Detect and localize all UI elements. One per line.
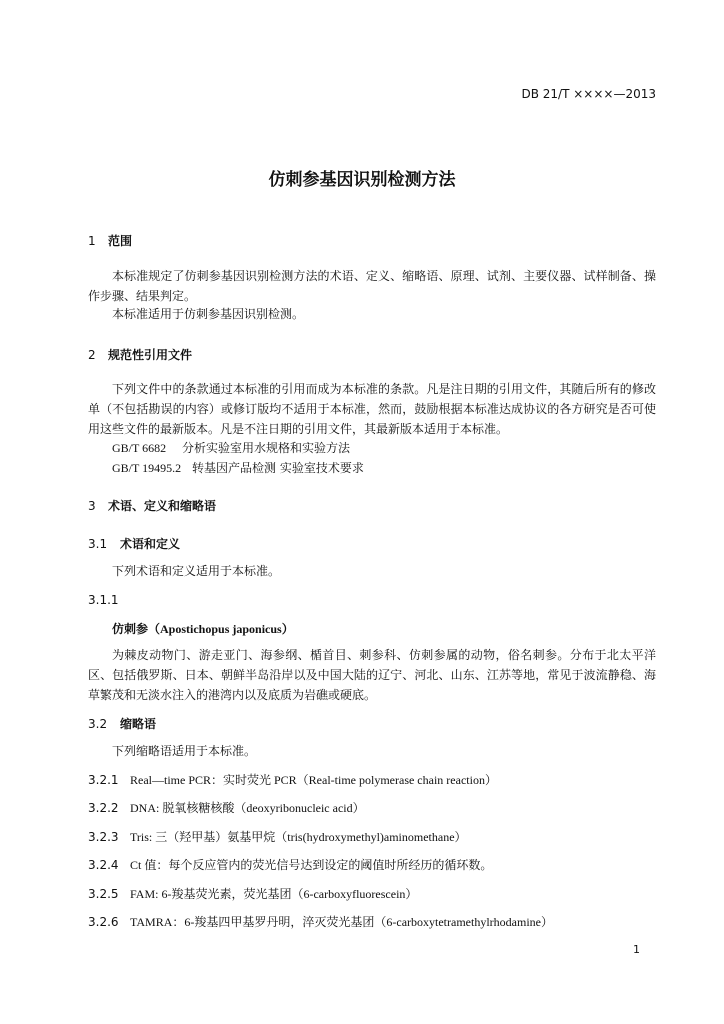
abbreviation-item <box>88 799 365 816</box>
reference-item <box>112 439 350 456</box>
reference-code: GB/T 19495.2 <box>112 461 182 475</box>
section-3-1-1-number: 3.1.1 <box>88 593 119 607</box>
abbreviation-item <box>88 913 553 930</box>
abbreviation-text: Tris: 三（羟甲基）氨基甲烷（tris(hydroxymethyl)aminomethane） <box>130 830 467 844</box>
section-3-2-heading <box>88 715 156 732</box>
section-number: 3 <box>88 499 96 513</box>
scope-paragraph-2: 本标准适用于仿刺参基因识别检测。 <box>112 307 305 321</box>
section-number: 3.1 <box>88 537 108 551</box>
section-number: 3.2 <box>88 717 108 731</box>
abbreviation-text: FAM: 6-羧基荧光素，荧光基团（6-carboxyfluorescein） <box>130 887 418 901</box>
section-title: 规范性引用文件 <box>108 348 193 362</box>
document-title: 仿刺参基因识别检测方法 <box>268 170 456 190</box>
section-1-heading <box>88 232 132 249</box>
section-title: 缩略语 <box>120 717 157 731</box>
abbreviation-number: 3.2.3 <box>88 830 119 844</box>
section-title: 术语和定义 <box>120 537 181 551</box>
term-latin: Apostichopus japonicus <box>160 622 282 636</box>
standard-code: DB 21/T ××××—2013 <box>521 87 656 101</box>
abbreviation-item <box>88 856 492 873</box>
section-3-1-heading <box>88 535 180 552</box>
section-3-heading <box>88 497 216 514</box>
section-title: 范围 <box>108 234 133 248</box>
abbreviation-text: Ct 值：每个反应管内的荧光信号达到设定的阈值时所经历的循环数。 <box>130 858 493 872</box>
abbreviation-text: TAMRA：6-羧基四甲基罗丹明，淬灭荧光基团（6-carboxytetramethylrhodamine） <box>130 915 553 929</box>
abbreviation-text: Real—time PCR：实时荧光 PCR（Real-time polymerase chain reaction） <box>130 773 497 787</box>
abbreviation-text: DNA: 脱氧核糖核酸（deoxyribonucleic acid） <box>130 801 365 815</box>
reference-code: GB/T 6682 <box>112 441 167 455</box>
terms-intro: 下列术语和定义适用于本标准。 <box>112 564 281 578</box>
term-definition: 为棘皮动物门、游走亚门、海参纲、楯首目、刺参科、仿刺参属的动物，俗名刺参。分布于北太平洋区、包括俄罗斯、日本、朝鲜半岛沿岸以及中国大陆的辽宁、河北、山东、江苏等地，常见于波流静稳、海草繁茂和无淡水注入的港湾内以及底质为岩礁或硬底。 <box>88 648 656 702</box>
page-number: 1 <box>633 943 640 956</box>
abbreviation-item <box>88 771 497 788</box>
section-2-heading <box>88 346 192 363</box>
section-number: 2 <box>88 348 96 362</box>
section-number: 1 <box>88 234 96 248</box>
abbreviation-item <box>88 828 467 845</box>
abbreviations-intro: 下列缩略语适用于本标准。 <box>112 744 257 758</box>
section-title: 术语、定义和缩略语 <box>108 499 217 513</box>
term-cn: 仿刺参（ <box>112 622 161 636</box>
scope-paragraph-1: 本标准规定了仿刺参基因识别检测方法的术语、定义、缩略语、原理、试剂、主要仪器、试样制备、操作步骤、结果判定。 <box>88 269 656 303</box>
term-name <box>112 620 294 637</box>
abbreviation-number: 3.2.6 <box>88 915 119 929</box>
term-close: ） <box>281 622 294 636</box>
abbreviation-number: 3.2.2 <box>88 801 119 815</box>
abbreviation-number: 3.2.5 <box>88 887 119 901</box>
normative-paragraph: 下列文件中的条款通过本标准的引用而成为本标准的条款。凡是注日期的引用文件，其随后所有的修改单（不包括勘误的内容）或修订版均不适用于本标准，然而，鼓励根据本标准达成协议的各方研究是否可使用这些文件的最新版本。凡是不注日期的引用文件，其最新版本适用于本标准。 <box>88 382 656 436</box>
reference-title: 转基因产品检测 实验室技术要求 <box>192 461 364 475</box>
abbreviation-item <box>88 885 417 902</box>
reference-title: 分析实验室用水规格和实验方法 <box>182 441 351 455</box>
abbreviation-number: 3.2.4 <box>88 858 119 872</box>
reference-item <box>112 459 364 476</box>
abbreviation-number: 3.2.1 <box>88 773 119 787</box>
